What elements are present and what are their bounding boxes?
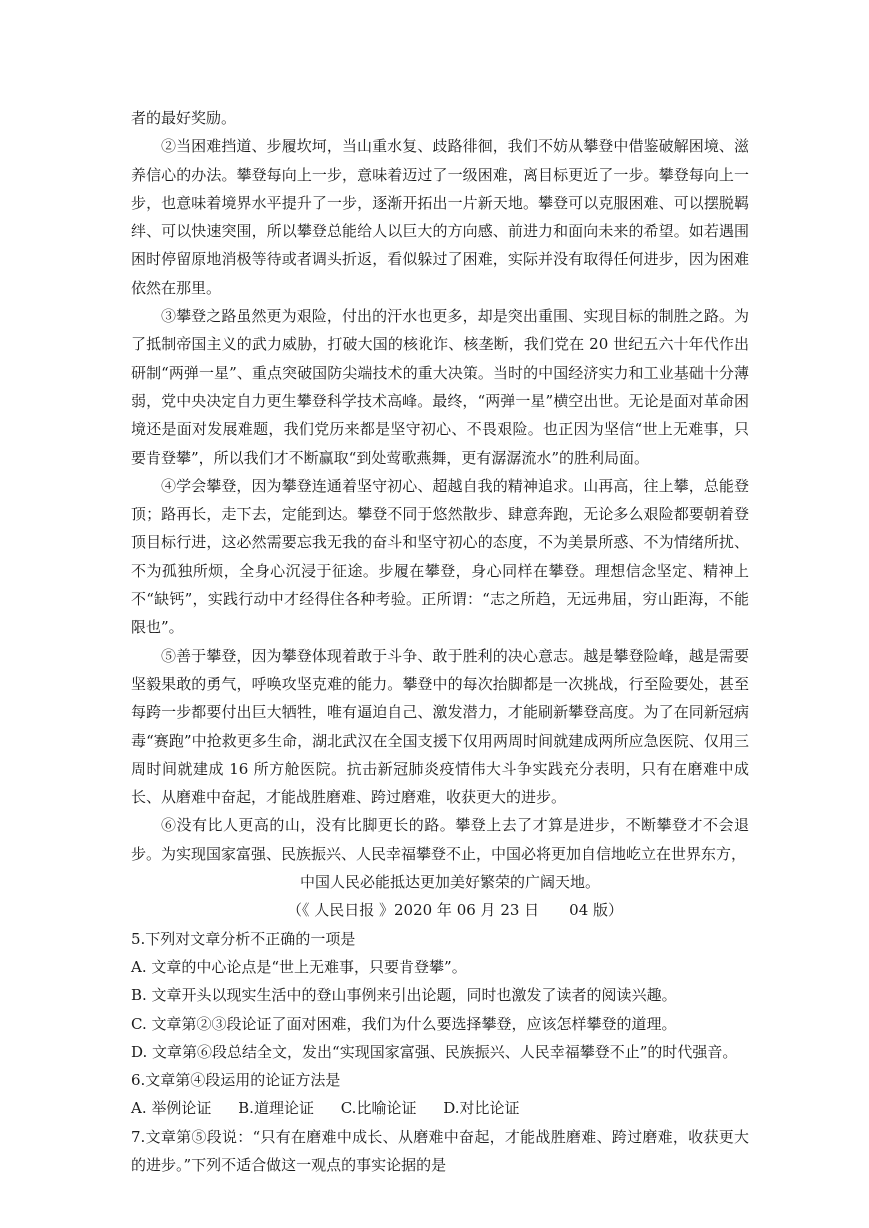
question-7-stem: 7.文章第⑤段说：“只有在磨难中成长、从磨难中奋起，才能战胜磨难、跨过磨难，收获更大的进步。”下列不适合做这一观点的事实论据的是 [131,1127,749,1174]
document-page [131,104,749,1179]
article-paragraph-5: ⑤善于攀登，因为攀登体现着敢于斗争、敢于胜利的决心意志。越是攀登险峰，越是需要坚毅果敢的勇气，呼唤攻坚克难的能力。攀登中的每次抬脚都是一次挑战，行至险要处，甚至每跨一步都要付出巨大牺牲，唯有逼迫自己、激发潜力，才能刷新攀登高度。为了在同新冠病毒“赛跑”中抢救更多生命，湖北武汉在全国支援下仅用两周时间就建成两所应急医院、仅用三周时间就建成 16 所方舱医院。抗击新冠肺炎疫情伟大斗争实践充分表明，只有在磨难中成长、从磨难中奋起，才能战胜磨难、跨过磨难，收获更大的进步。 [131,646,749,807]
question-5-option-a: A. 文章的中心论点是“世上无难事，只要肯登攀”。 [131,957,467,976]
question-5-option-c: C. 文章第②③段论证了面对困难，我们为什么要选择攀登，应该怎样攀登的道理。 [131,1014,677,1033]
article-paragraph-4: ④学会攀登，因为攀登连通着坚守初心、超越自我的精神追求。山再高，往上攀，总能登顶；路再长，走下去，定能到达。攀登不同于悠然散步、肆意奔跑，无论多么艰险都要朝着登顶目标行进，这必然需要忘我无我的奋斗和坚守初心的态度，不为美景所惑、不为情绪所扰、不为孤独所烦，全身心沉浸于征途。步履在攀登，身心同样在攀登。理想信念坚定、精神上不“缺钙”，实践行动中才经得住各种考验。正所谓：“志之所趋，无远弗届，穷山距海，不能限也”。 [131,476,749,637]
question-5-stem: 5.下列对文章分析不正确的一项是 [131,929,356,948]
question-6-option-c: C.比喻论证 [340,1099,417,1118]
question-6-option-d: D.对比论证 [443,1099,520,1118]
article-closing-line: 中国人民必能抵达更加美好繁荣的广阔天地。 [299,873,600,892]
question-5-option-d: D. 文章第⑥段总结全文，发出“实现国家富强、民族振兴、人民幸福攀登不止”的时代强音。 [131,1042,738,1061]
article-first-line: 者的最好奖励。 [131,109,237,127]
article-source: （《 人民日报 》2020 年 06 月 23 日 04 版） [286,901,624,920]
article-paragraph-2: ②当困难挡道、步履坎坷，当山重水复、歧路徘徊，我们不妨从攀登中借鉴破解困境、滋养信心的办法。攀登每向上一步，意味着迈过了一级困难，离目标更近了一步。攀登每向上一步，也意味着境界水平提升了一步，逐渐开拓出一片新天地。攀登可以克服困难、可以摆脱羁绊、可以快速突围，所以攀登总能给人以巨大的方向感、前进力和面向未来的希望。如若遇围困时停留原地消极等待或者调头折返，看似躲过了困难，实际并没有取得任何进步，因为困难依然在那里。 [131,137,749,297]
question-6-option-b: B.道理论证 [238,1099,314,1118]
question-6-stem: 6.文章第④段运用的论证方法是 [131,1071,341,1090]
article-paragraph-3: ③攀登之路虽然更为艰险，付出的汗水也更多，却是突出重围、实现目标的制胜之路。为了抵制帝国主义的武力威胁，打破大国的核讹诈、核垄断，我们党在 20 世纪五六十年代作出研制“两弹一星”、重点突破国防尖端技术的重大决策。当时的中国经济实力和工业基础十分薄弱，党中央决定自力更生攀登科学技术高峰。最终，“两弹一星”横空出世。无论是面对革命困境还是面对发展难题，我们党历来都是坚守初心、不畏艰险。也正因为坚信“世上无难事，只要肯登攀”，所以我们才不断赢取“到处莺歌燕舞，更有潺潺流水”的胜利局面。 [131,307,749,467]
article-paragraph-6: ⑥没有比人更高的山，没有比脚更长的路。攀登上去了才算是进步，不断攀登才不会退步。为实现国家富强、民族振兴、人民幸福攀登不止，中国必将更加自信地屹立在世界东方， [131,816,749,863]
question-6-options [131,1094,749,1122]
question-5-option-b: B. 文章开头以现实生活中的登山事例来引出论题，同时也激发了读者的阅读兴趣。 [131,986,677,1005]
question-6-option-a: A. 举例论证 [131,1099,212,1118]
